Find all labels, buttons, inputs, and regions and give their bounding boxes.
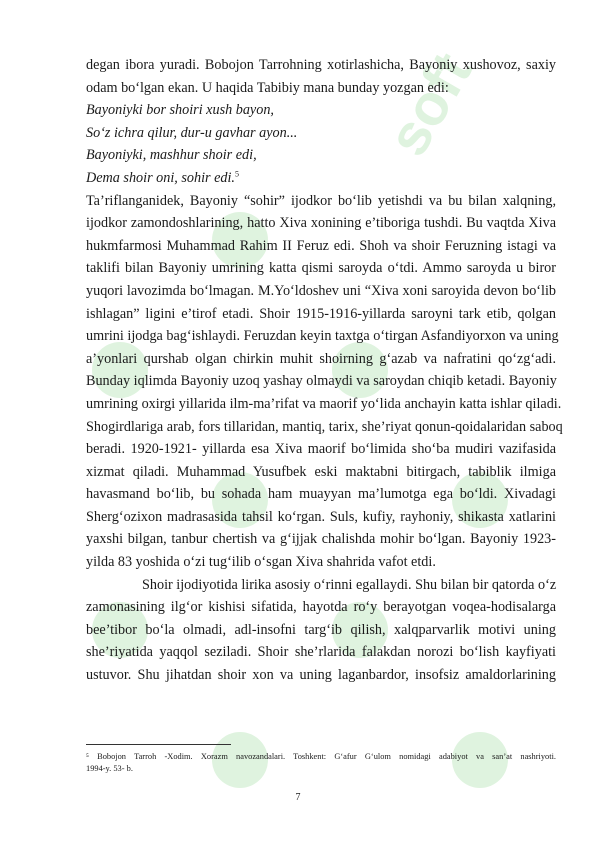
- text-line: yilda 83 yoshida o‘zi tug‘ilib o‘sgan Xiva shahrida vafot etdi.: [86, 554, 436, 571]
- text-line: beradi. 1920-1921- yillarda esa Xiva maorif bo‘limida sho‘ba mudiri vazifasida: [86, 441, 556, 458]
- text-line: yaxshi bilgan, tanbur chertish va g‘ijjak chalishda mohir bo‘lgan. Bayoniy 1923-: [86, 531, 556, 548]
- text-line: hukmfarmosi Muhammad Rahim II Feruz edi. Shoh va shoir Feruzning istagi va: [86, 237, 556, 254]
- footnote: [86, 751, 556, 774]
- text-line: yuqori lavozimda bo‘lmagan. M.Yo‘ldoshev uni “Xiva xoni saroyida devon bo‘lib: [86, 282, 556, 299]
- text-line: umrining oxirgi yillarida ilm-ma’rifat va maorif yo‘lida anchayin katta ishlar qiladi.: [86, 395, 562, 412]
- text-line: taklifi bilan Bayoniy umrining katta qismi saroyda o‘tdi. Ammo saroyda u biror: [86, 260, 556, 277]
- text-line: Ta’riflanganidek, Bayoniy “sohir” ijodkor bo‘lib yetishdi va bu bilan xalqning,: [86, 192, 556, 209]
- text-line: ishlagan” ligini e’tirof etadi. Shoir 1915-1916-yillarda saroyni tark etib, qolgan: [86, 305, 556, 322]
- body-text: [86, 54, 563, 687]
- text-line: bee’tibor bo‘la olmadi, adl-insofni targ‘ib qilish, xalqparvarlik motivi uning: [86, 621, 556, 638]
- text-line: degan ibora yuradi. Bobojon Tarrohning xotirlashicha, Bayoniy xushovoz, saxiy: [86, 57, 556, 73]
- verse-line: Bayoniyki, mashhur shoir edi,: [86, 147, 257, 164]
- text-line: Shogirdlariga arab, fors tillaridan, mantiq, tarix, she’riyat qonun-qoidalaridan saboq: [86, 418, 563, 435]
- text-line: she’riyatida yaqqol seziladi. Shoir she’rlarida falakdan norozi bo‘lish kayfiyati: [86, 644, 556, 661]
- text-line: zamonasining ilg‘or kishisi sifatida, hayotda ro‘y berayotgan voqea-hodisalarga: [86, 599, 556, 616]
- verse-line: Bayoniyki bor shoiri xush bayon,: [86, 102, 274, 119]
- text-line: ijodkor zamondoshlarining, hatto Xiva xonining e’tiboriga tushdi. Bu vaqtda Xiva: [86, 215, 556, 232]
- text-line: a’yonlari qurshab olgan chirkin muhit shoirning g‘azab va nafratini qo‘zg‘adi.: [86, 350, 556, 367]
- footnote-line: 1994-y. 53- b.: [86, 763, 133, 773]
- verse-text: Dema shoir oni, sohir edi.: [86, 169, 235, 186]
- text-line: xizmat qiladi. Muhammad Yusufbek eski maktabni bitirgach, tabiblik ilmiga: [86, 463, 556, 480]
- text-line: Sherg‘ozixon madrasasida tahsil ko‘rgan. Suls, kufiy, rayhoniy, shikasta xatlarini: [86, 508, 556, 525]
- text-line: havasmand bo‘lib, bu sohada ham muayyan ma’lumotga ega bo‘ldi. Xivadagi: [86, 486, 556, 503]
- footnote-divider: [86, 744, 231, 745]
- text-line: odam bo‘lgan ekan. U haqida Tabibiy mana bunday yozgan edi:: [86, 79, 449, 96]
- text-line: Shoir ijodiyotida lirika asosiy o‘rinni egallaydi. Shu bilan bir qatorda o‘z: [142, 576, 557, 593]
- text-line: umrini ijodga bag‘ishlaydi. Feruzdan keyin taxtga o‘tirgan Asfandiyorxon va uning: [86, 328, 559, 345]
- text-line: ustuvor. Shu jihatdan shoir xon va uning laganbardor, insofsiz amaldorlarining: [86, 667, 556, 684]
- watermark-text: soft: [374, 41, 485, 167]
- footnote-marker: 5: [234, 169, 239, 179]
- verse-line: So‘z ichra qilur, dur-u gavhar ayon...: [86, 124, 298, 141]
- page-number: 7: [295, 792, 301, 803]
- footnote-line: ⁵ Bobojon Tarroh -Xodim. Xorazm navozandalari. Toshkent: G‘afur G‘ulom nomidagi adabiyot va san’at nashriyoti.: [86, 752, 556, 761]
- text-line: Bunday iqlimda Bayoniy uzoq yashay olmaydi va saroydan chiqib ketadi. Bayoniy: [86, 373, 557, 390]
- verse-line: [86, 167, 556, 190]
